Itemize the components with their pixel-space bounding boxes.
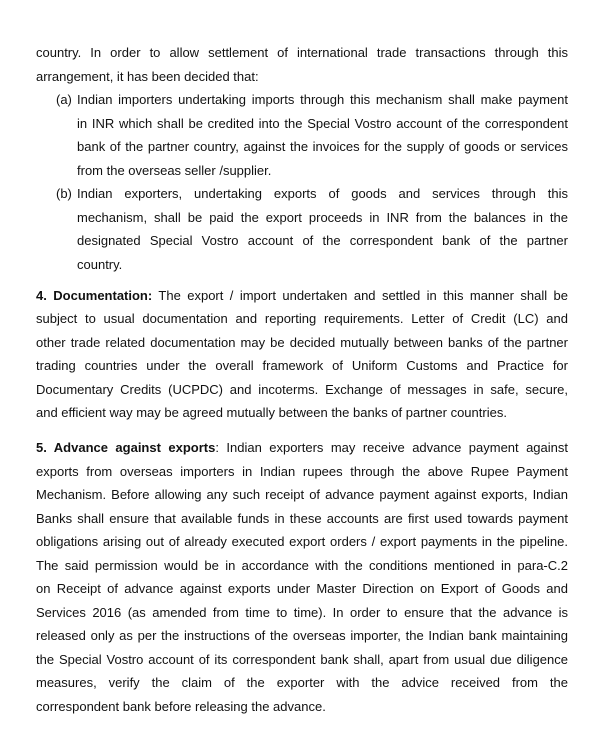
text-line <box>36 284 568 308</box>
text-line: other trade related documentation may be decided mutually between banks of the partner <box>36 334 568 350</box>
text-line: Indian importers undertaking imports through this mechanism shall make payment <box>77 92 568 107</box>
text-line: from the overseas seller /supplier. <box>77 162 272 178</box>
text-line: obligations arising out of already executed export orders / export payments in the pipeline. <box>36 534 568 549</box>
text-line <box>36 436 568 460</box>
list-marker: (b) <box>56 186 72 201</box>
text-line: country. In order to allow settlement of international trade transactions through this <box>36 45 568 60</box>
text-line: Documentary Credits (UCPDC) and incoterms. Exchange of messages in safe, secure, <box>36 381 568 397</box>
list-marker: (a) <box>56 92 72 107</box>
list-item-a <box>36 88 568 182</box>
text-line: the Special Vostro account of its correspondent bank shall, apart from usual due diligence <box>36 651 568 667</box>
text-line: subject to usual documentation and reporting requirements. Letter of Credit (LC) and <box>36 311 568 326</box>
intro-paragraph <box>36 41 568 88</box>
text-line: Services 2016 (as amended from time to time). In order to ensure that the advance is <box>36 604 568 620</box>
text-line: mechanism, shall be paid the export proceeds in INR from the balances in the <box>77 209 568 225</box>
text-line: correspondent bank before releasing the advance. <box>36 698 326 714</box>
document-page <box>36 41 568 718</box>
text-line: Mechanism. Before allowing any such receipt of advance payment against exports, Indian <box>36 487 568 502</box>
text-line: released only as per the instructions of the overseas importer, the Indian bank maintaining <box>36 628 568 643</box>
text-line: bank of the partner country, against the invoices for the supply of goods or services <box>77 139 568 154</box>
text-line: arrangement, it has been decided that: <box>36 68 259 84</box>
text-fragment: : Indian exporters may receive advance payment against <box>215 440 568 455</box>
text-line: Banks shall ensure that available funds in these accounts are first used towards payment <box>36 510 568 526</box>
text-line: trading countries under the overall framework of Uniform Customs and Practice for <box>36 358 568 373</box>
text-line: The said permission would be in accordance with the conditions mentioned in para-C.2 <box>36 557 568 573</box>
section-documentation <box>36 284 568 425</box>
text-line: in INR which shall be credited into the Special Vostro account of the correspondent <box>77 115 568 131</box>
text-fragment: The export / import undertaken and settled in this manner shall be <box>152 287 568 303</box>
text-line: exports from overseas importers in Indian rupees through the above Rupee Payment <box>36 463 568 479</box>
text-line: and efficient way may be agreed mutually between the banks of partner countries. <box>36 405 507 420</box>
section-heading: 5. Advance against exports <box>36 440 216 455</box>
section-heading: 4. Documentation: <box>36 287 153 303</box>
list-item-b <box>36 182 568 276</box>
section-advance-against-exports <box>36 436 568 718</box>
text-line: designated Special Vostro account of the correspondent bank of the partner <box>77 233 568 248</box>
text-line: on Receipt of advance against exports under Master Direction on Export of Goods and <box>36 581 568 596</box>
text-line: measures, verify the claim of the exporter with the advice received from the <box>36 675 568 690</box>
text-line: country. <box>77 256 123 272</box>
text-line: Indian exporters, undertaking exports of goods and services through this <box>77 186 568 201</box>
